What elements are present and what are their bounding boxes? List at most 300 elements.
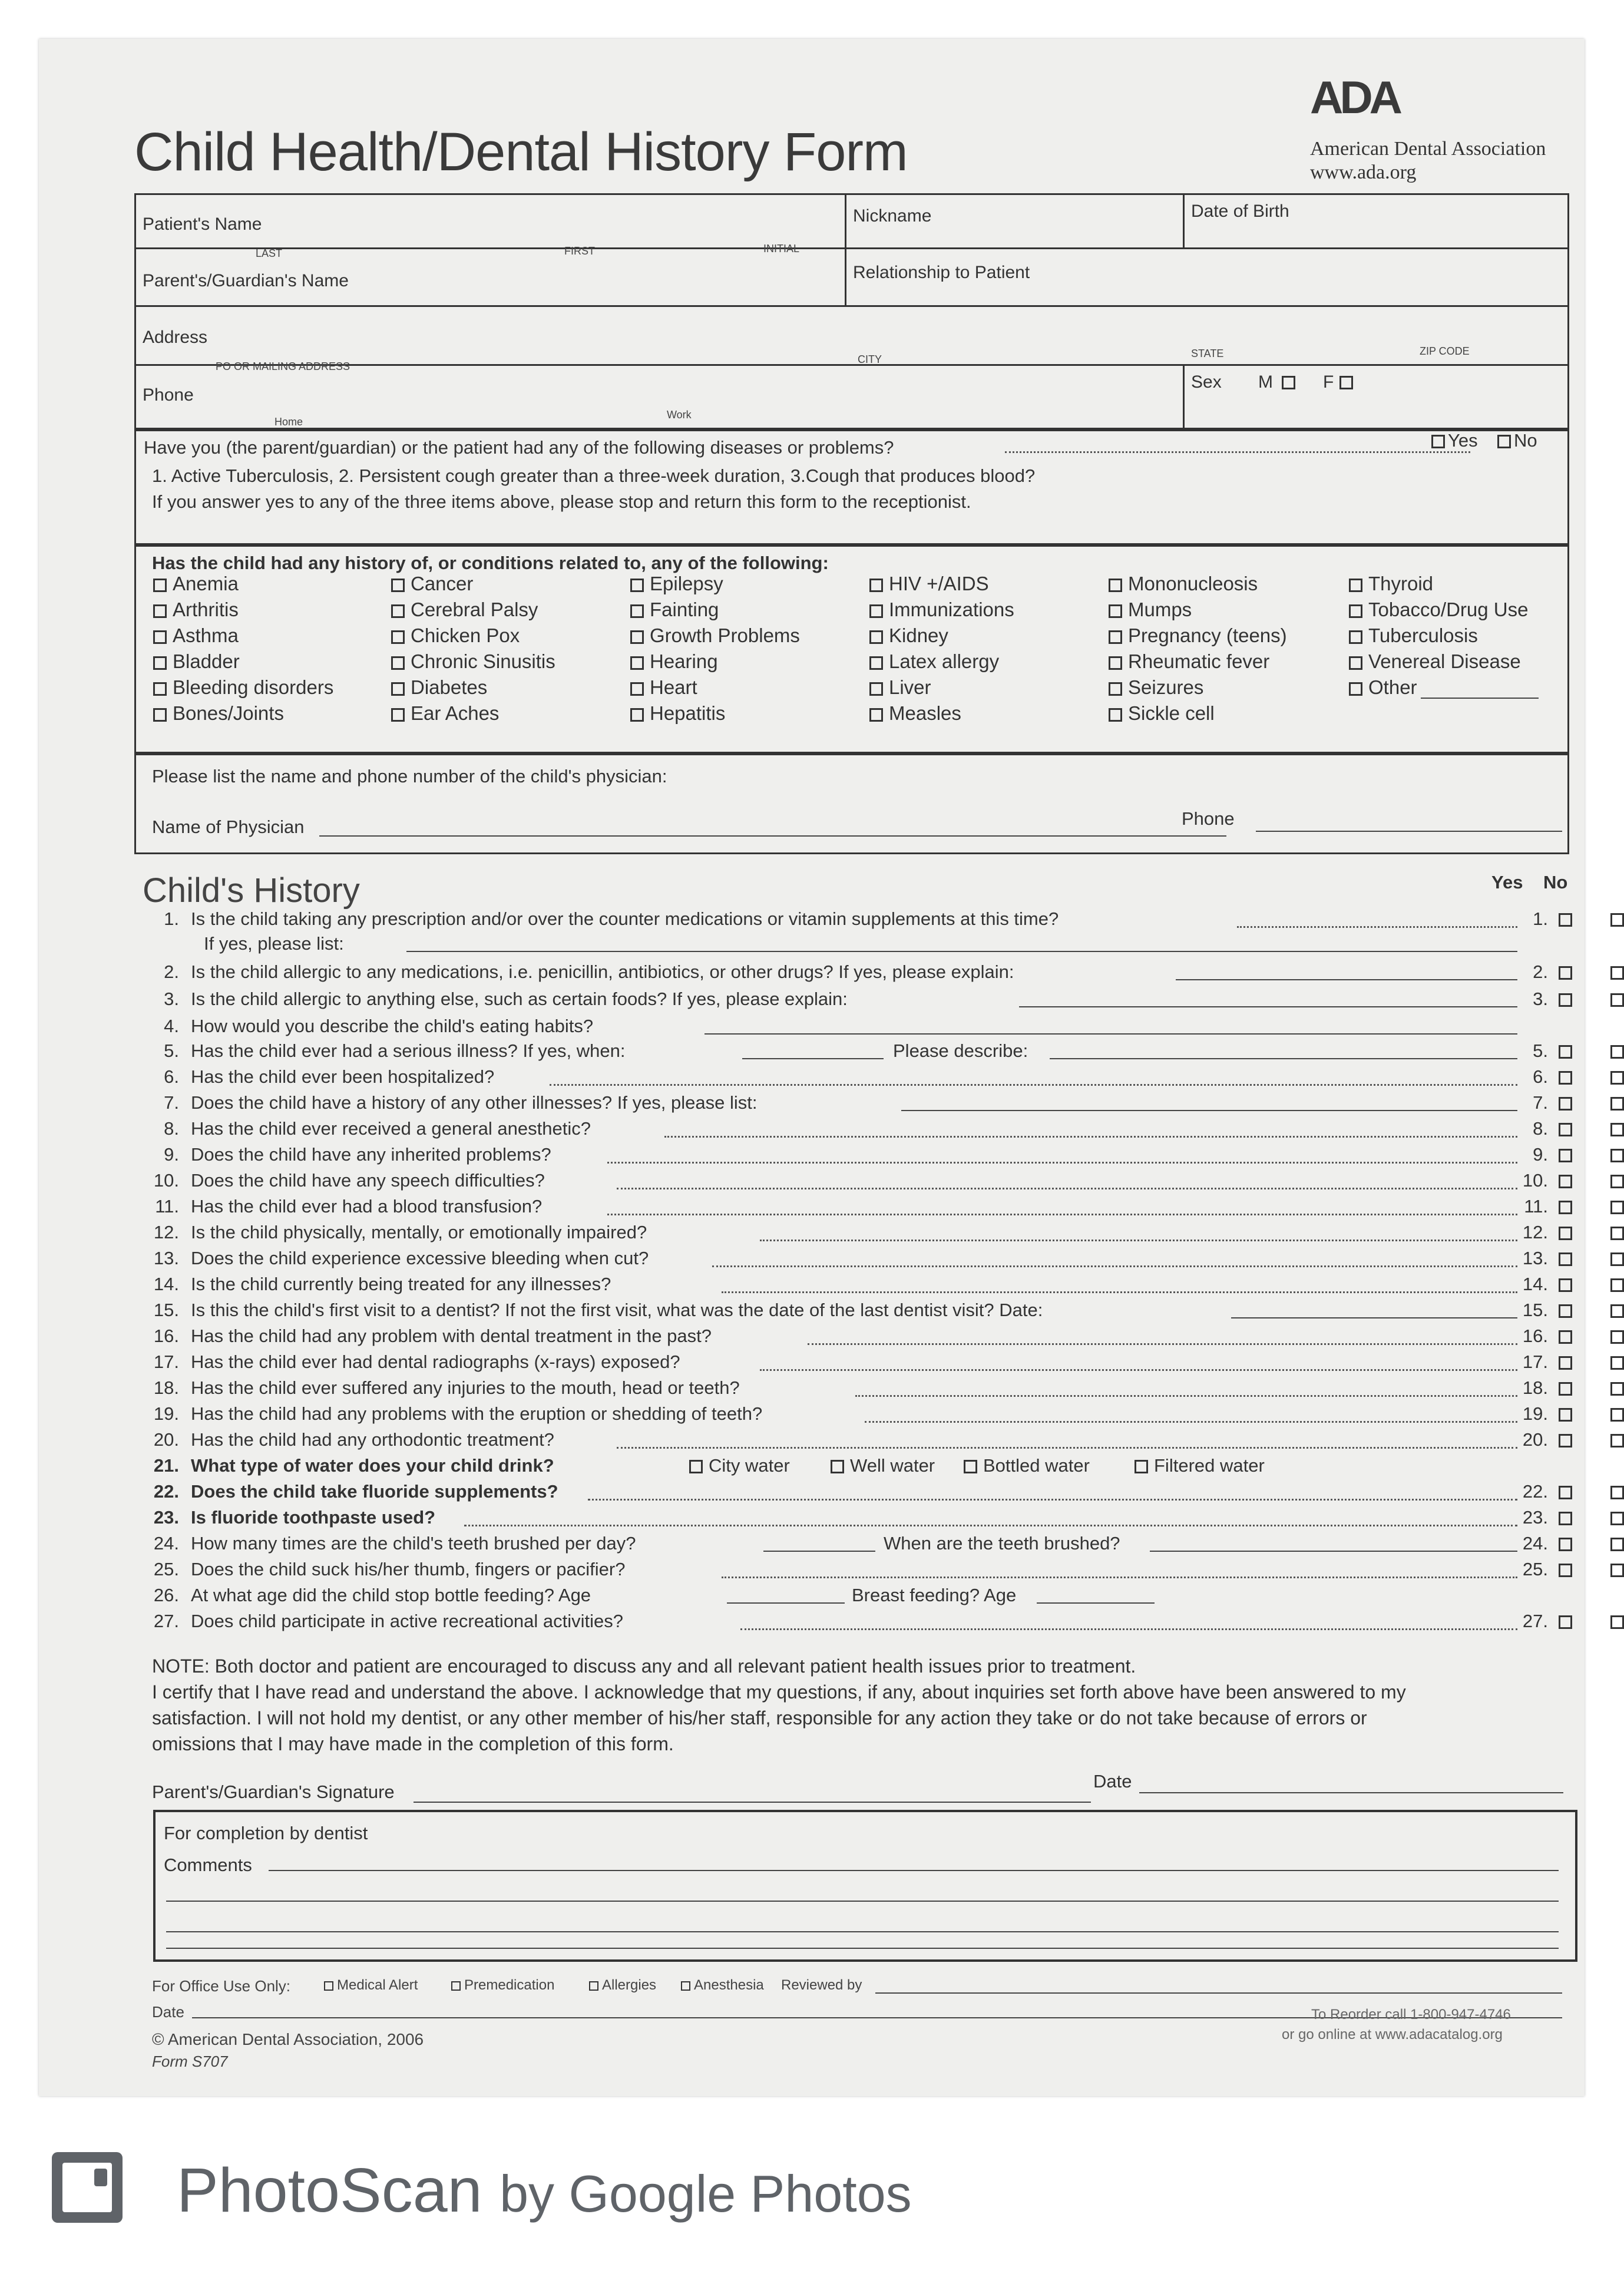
question-row bbox=[147, 1585, 1561, 1608]
question-number: 20. bbox=[1522, 1429, 1548, 1450]
condition-checkbox[interactable] bbox=[869, 579, 883, 592]
tb-instruction: If you answer yes to any of the three items above, please stop and return this form to the receptionist. bbox=[152, 491, 971, 512]
no-checkbox[interactable] bbox=[1610, 1201, 1624, 1214]
question-number: 3. bbox=[164, 989, 179, 1009]
sex-f-checkbox[interactable] bbox=[1339, 376, 1353, 389]
phone-label: Phone bbox=[143, 385, 194, 405]
zip-sublabel: ZIP CODE bbox=[1420, 345, 1470, 357]
no-checkbox[interactable] bbox=[1610, 1097, 1624, 1111]
question-text: Is this the child's first visit to a dentist? If not the first visit, what was the date of the last dentist visit? Date: bbox=[191, 1300, 1043, 1320]
history-no-header: No bbox=[1543, 872, 1568, 893]
question-text: Does the child take fluoride supplements? bbox=[191, 1481, 558, 1502]
condition-checkbox[interactable] bbox=[630, 656, 644, 670]
water-option[interactable] bbox=[964, 1455, 1090, 1476]
water-option[interactable] bbox=[1135, 1455, 1265, 1476]
no-checkbox[interactable] bbox=[1610, 913, 1624, 927]
yes-checkbox[interactable] bbox=[1559, 1278, 1572, 1292]
question-number: 20. bbox=[153, 1429, 179, 1450]
question-number: 27. bbox=[153, 1611, 179, 1631]
office-option[interactable] bbox=[451, 1977, 554, 1994]
no-checkbox[interactable] bbox=[1610, 993, 1624, 1007]
condition-checkbox[interactable] bbox=[153, 579, 167, 592]
brush-when-field[interactable] bbox=[1150, 1551, 1517, 1552]
no-checkbox[interactable] bbox=[1610, 1071, 1624, 1085]
illness-describe-field[interactable] bbox=[1050, 1058, 1517, 1059]
question-text: At what age did the child stop bottle feeding? Age bbox=[191, 1585, 591, 1605]
answer-field[interactable] bbox=[704, 1033, 1517, 1035]
condition-item[interactable] bbox=[391, 702, 499, 725]
tb-no-label: No bbox=[1514, 430, 1537, 451]
brush-times-field[interactable] bbox=[763, 1551, 875, 1552]
question-row bbox=[147, 1040, 1561, 1064]
no-checkbox[interactable] bbox=[1610, 1486, 1624, 1499]
signature-label: Parent's/Guardian's Signature bbox=[152, 1782, 395, 1802]
condition-item[interactable] bbox=[1349, 624, 1478, 647]
condition-label: Sickle cell bbox=[1128, 702, 1215, 724]
question-text: What type of water does your child drink? bbox=[191, 1455, 554, 1476]
form-title: Child Health/Dental History Form bbox=[134, 122, 908, 182]
condition-item[interactable] bbox=[153, 676, 333, 699]
question-number: 7. bbox=[164, 1092, 179, 1113]
yes-checkbox[interactable] bbox=[1559, 1071, 1572, 1085]
question-row bbox=[147, 1481, 1561, 1505]
condition-item[interactable] bbox=[869, 650, 999, 673]
yes-checkbox[interactable] bbox=[1559, 1382, 1572, 1396]
condition-item[interactable] bbox=[153, 624, 239, 647]
comments-line-1[interactable] bbox=[269, 1870, 1559, 1871]
answer-field[interactable] bbox=[406, 951, 1517, 952]
conditions-heading: Has the child had any history of, or conditions related to, any of the following: bbox=[152, 553, 829, 573]
no-checkbox[interactable] bbox=[1610, 1512, 1624, 1525]
question-number: 12. bbox=[153, 1222, 179, 1242]
condition-item[interactable] bbox=[391, 624, 520, 647]
breast-age-field[interactable] bbox=[1037, 1602, 1155, 1604]
comments-line-2[interactable] bbox=[166, 1901, 1559, 1902]
condition-item[interactable] bbox=[630, 702, 725, 725]
initial-sublabel: INITIAL bbox=[763, 243, 800, 255]
question-number: 17. bbox=[1522, 1351, 1548, 1372]
condition-checkbox[interactable] bbox=[1349, 630, 1362, 644]
condition-label: Bones/Joints bbox=[173, 702, 284, 724]
condition-item[interactable] bbox=[630, 650, 718, 673]
condition-item[interactable] bbox=[1109, 599, 1192, 621]
water-checkbox[interactable] bbox=[831, 1460, 844, 1473]
yes-checkbox[interactable] bbox=[1559, 913, 1572, 927]
last-name-sublabel: LAST bbox=[256, 247, 283, 259]
bottle-age-field[interactable] bbox=[727, 1602, 845, 1604]
sex-f-label: F bbox=[1323, 372, 1334, 392]
yes-checkbox[interactable] bbox=[1559, 1045, 1572, 1059]
condition-label: Chicken Pox bbox=[411, 624, 520, 646]
question-text: Is fluoride toothpaste used? bbox=[191, 1507, 436, 1528]
water-option[interactable] bbox=[831, 1455, 935, 1476]
yes-checkbox[interactable] bbox=[1559, 1408, 1572, 1422]
tb-no-checkbox[interactable] bbox=[1497, 435, 1511, 448]
sex-label: Sex bbox=[1191, 372, 1222, 392]
question-row bbox=[147, 1300, 1561, 1323]
tb-yes-checkbox[interactable] bbox=[1431, 435, 1445, 448]
yes-checkbox[interactable] bbox=[1559, 1512, 1572, 1525]
condition-checkbox[interactable] bbox=[1349, 604, 1362, 618]
question-row bbox=[147, 908, 1561, 932]
no-checkbox[interactable] bbox=[1610, 1434, 1624, 1448]
condition-item[interactable] bbox=[869, 599, 1014, 621]
yes-checkbox[interactable] bbox=[1559, 1227, 1572, 1240]
question-row bbox=[147, 1326, 1561, 1349]
first-name-sublabel: FIRST bbox=[564, 245, 595, 257]
yes-checkbox[interactable] bbox=[1559, 1356, 1572, 1370]
question-row bbox=[147, 1016, 1561, 1039]
condition-checkbox[interactable] bbox=[1109, 682, 1122, 696]
question-row bbox=[147, 989, 1561, 1012]
condition-item[interactable] bbox=[153, 650, 240, 673]
condition-checkbox[interactable] bbox=[630, 708, 644, 722]
office-checkbox[interactable] bbox=[589, 1981, 598, 1991]
condition-item[interactable] bbox=[630, 573, 723, 595]
photoscan-watermark bbox=[177, 2155, 912, 2226]
question-row bbox=[147, 961, 1561, 985]
condition-label: Tuberculosis bbox=[1368, 624, 1478, 646]
condition-label: Rheumatic fever bbox=[1128, 650, 1270, 672]
question-text: Has the child ever been hospitalized? bbox=[191, 1066, 495, 1087]
water-option-label: Bottled water bbox=[983, 1455, 1090, 1476]
question-number: 6. bbox=[164, 1066, 179, 1087]
question-number: 23. bbox=[1522, 1507, 1548, 1528]
condition-checkbox[interactable] bbox=[153, 682, 167, 696]
no-checkbox[interactable] bbox=[1610, 1227, 1624, 1240]
sex-m-label: M bbox=[1258, 372, 1273, 392]
condition-item[interactable] bbox=[391, 599, 538, 621]
yes-checkbox[interactable] bbox=[1559, 1149, 1572, 1162]
yes-checkbox[interactable] bbox=[1559, 1097, 1572, 1111]
condition-item[interactable] bbox=[1349, 650, 1521, 673]
question-text: How many times are the child's teeth brushed per day? bbox=[191, 1533, 636, 1554]
office-checkbox[interactable] bbox=[324, 1981, 333, 1991]
question-text: Does the child experience excessive bleeding when cut? bbox=[191, 1248, 649, 1268]
question-number: 22. bbox=[1522, 1481, 1548, 1502]
question-text: Is the child allergic to anything else, such as certain foods? If yes, please explain: bbox=[191, 989, 848, 1009]
yes-checkbox[interactable] bbox=[1559, 1538, 1572, 1551]
condition-item[interactable] bbox=[630, 624, 800, 647]
signature-date-field[interactable] bbox=[1139, 1792, 1563, 1793]
condition-item[interactable] bbox=[630, 676, 697, 699]
condition-checkbox[interactable] bbox=[869, 682, 883, 696]
office-option[interactable] bbox=[589, 1977, 656, 1994]
question-number: 15. bbox=[1522, 1300, 1548, 1320]
condition-label: Cancer bbox=[411, 573, 474, 594]
condition-label: Immunizations bbox=[889, 599, 1014, 620]
condition-label: Anemia bbox=[173, 573, 239, 594]
condition-checkbox[interactable] bbox=[153, 604, 167, 618]
condition-label: Other bbox=[1368, 676, 1417, 698]
condition-item[interactable] bbox=[1109, 624, 1287, 647]
condition-item[interactable] bbox=[869, 702, 961, 725]
condition-checkbox[interactable] bbox=[630, 630, 644, 644]
condition-item[interactable] bbox=[1349, 573, 1433, 595]
question-number: 10. bbox=[1522, 1170, 1548, 1191]
condition-checkbox[interactable] bbox=[869, 708, 883, 722]
illness-when-field[interactable] bbox=[742, 1058, 884, 1059]
question-number: 11. bbox=[1524, 1196, 1548, 1217]
condition-label: Growth Problems bbox=[650, 624, 800, 646]
signature-date-label: Date bbox=[1093, 1771, 1132, 1792]
question-number: 5. bbox=[164, 1040, 179, 1061]
answer-field[interactable] bbox=[1176, 979, 1517, 980]
question-row bbox=[147, 933, 1561, 957]
office-option-label: Anesthesia bbox=[694, 1977, 764, 1993]
history-yes-header: Yes bbox=[1491, 872, 1523, 893]
tb-items: 1. Active Tuberculosis, 2. Persistent cough greater than a three-week duration, 3.Cough that produces blood? bbox=[152, 465, 1036, 486]
condition-item[interactable] bbox=[630, 599, 719, 621]
question-text: Has the child ever received a general anesthetic? bbox=[191, 1118, 591, 1139]
yes-checkbox[interactable] bbox=[1559, 1304, 1572, 1318]
no-checkbox[interactable] bbox=[1610, 1045, 1624, 1059]
no-checkbox[interactable] bbox=[1610, 1538, 1624, 1551]
signature-field[interactable] bbox=[414, 1802, 1091, 1803]
question-text: Has the child ever had a blood transfusion? bbox=[191, 1196, 543, 1217]
question-row bbox=[147, 1559, 1561, 1582]
yes-checkbox[interactable] bbox=[1559, 1330, 1572, 1344]
water-checkbox[interactable] bbox=[964, 1460, 977, 1473]
condition-label: Venereal Disease bbox=[1368, 650, 1521, 672]
office-option[interactable] bbox=[324, 1977, 418, 1994]
condition-label: Ear Aches bbox=[411, 702, 500, 724]
question-number: 2. bbox=[1533, 961, 1548, 982]
answer-field[interactable] bbox=[901, 1110, 1517, 1111]
condition-label: Measles bbox=[889, 702, 961, 724]
question-row bbox=[147, 1351, 1561, 1375]
question-text: Has the child ever had dental radiographs (x-rays) exposed? bbox=[191, 1351, 680, 1372]
no-checkbox[interactable] bbox=[1610, 1175, 1624, 1188]
condition-label: Seizures bbox=[1128, 676, 1204, 698]
address-label: Address bbox=[143, 328, 208, 347]
question-text: Please describe: bbox=[893, 1040, 1028, 1061]
question-text: How would you describe the child's eating habits? bbox=[191, 1016, 594, 1036]
question-number: 16. bbox=[1522, 1326, 1548, 1346]
question-text: Has the child had any problems with the eruption or shedding of teeth? bbox=[191, 1403, 763, 1424]
physician-phone-label: Phone bbox=[1182, 808, 1235, 829]
question-number: 24. bbox=[153, 1533, 179, 1554]
condition-item[interactable] bbox=[1109, 650, 1269, 673]
condition-item[interactable] bbox=[153, 599, 239, 621]
tb-question: Have you (the parent/guardian) or the patient had any of the following diseases or problems? bbox=[144, 437, 894, 458]
question-number: 4. bbox=[164, 1016, 179, 1036]
sex-m-checkbox[interactable] bbox=[1282, 376, 1295, 389]
question-number: 21. bbox=[153, 1455, 179, 1476]
question-row bbox=[147, 1455, 1561, 1479]
org-name: American Dental Association bbox=[1310, 138, 1546, 160]
condition-checkbox[interactable] bbox=[391, 579, 405, 592]
comments-line-4[interactable] bbox=[166, 1948, 1559, 1949]
condition-item[interactable] bbox=[869, 676, 931, 699]
condition-checkbox[interactable] bbox=[391, 604, 405, 618]
home-sublabel: Home bbox=[274, 416, 303, 428]
condition-label: HIV +/AIDS bbox=[889, 573, 989, 594]
question-row bbox=[147, 1066, 1561, 1090]
water-checkbox[interactable] bbox=[1135, 1460, 1148, 1473]
condition-checkbox[interactable] bbox=[1109, 579, 1122, 592]
reviewed-by-field[interactable] bbox=[875, 1992, 1562, 1994]
question-text: Does the child suck his/her thumb, fingers or pacifier? bbox=[191, 1559, 626, 1579]
office-option[interactable] bbox=[681, 1977, 764, 1994]
no-checkbox[interactable] bbox=[1610, 966, 1624, 980]
no-checkbox[interactable] bbox=[1610, 1408, 1624, 1422]
question-number: 5. bbox=[1533, 1040, 1548, 1061]
condition-label: Fainting bbox=[650, 599, 719, 620]
condition-label: Cerebral Palsy bbox=[411, 599, 538, 620]
no-checkbox[interactable] bbox=[1610, 1382, 1624, 1396]
no-checkbox[interactable] bbox=[1610, 1123, 1624, 1136]
condition-label: Mumps bbox=[1128, 599, 1192, 620]
condition-checkbox[interactable] bbox=[869, 604, 883, 618]
condition-checkbox[interactable] bbox=[630, 604, 644, 618]
yes-checkbox[interactable] bbox=[1559, 966, 1572, 980]
question-number: 18. bbox=[153, 1377, 179, 1398]
condition-checkbox[interactable] bbox=[153, 708, 167, 722]
condition-item[interactable] bbox=[391, 573, 473, 595]
form-number: Form S707 bbox=[152, 2053, 228, 2070]
condition-label: Tobacco/Drug Use bbox=[1368, 599, 1529, 620]
condition-checkbox[interactable] bbox=[391, 630, 405, 644]
question-number: 19. bbox=[1522, 1403, 1548, 1424]
condition-checkbox[interactable] bbox=[391, 708, 405, 722]
yes-checkbox[interactable] bbox=[1559, 1123, 1572, 1136]
patient-name-label: Patient's Name bbox=[143, 214, 262, 234]
office-checkbox[interactable] bbox=[681, 1981, 690, 1991]
question-number: 8. bbox=[164, 1118, 179, 1139]
question-number: 18. bbox=[1522, 1377, 1548, 1398]
condition-checkbox[interactable] bbox=[630, 682, 644, 696]
dob-label: Date of Birth bbox=[1191, 201, 1289, 221]
condition-checkbox[interactable] bbox=[1109, 656, 1122, 670]
note-line-1: NOTE: Both doctor and patient are encouraged to discuss any and all relevant patient health issues prior to treatment. bbox=[152, 1655, 1136, 1677]
answer-field[interactable] bbox=[1019, 1006, 1517, 1007]
condition-checkbox[interactable] bbox=[1109, 630, 1122, 644]
question-text: Does child participate in active recreational activities? bbox=[191, 1611, 624, 1631]
yes-checkbox[interactable] bbox=[1559, 1486, 1572, 1499]
physician-name-field[interactable] bbox=[319, 835, 1226, 837]
condition-item[interactable] bbox=[1109, 702, 1215, 725]
condition-item[interactable] bbox=[1109, 573, 1258, 595]
question-number: 8. bbox=[1533, 1118, 1548, 1139]
condition-checkbox[interactable] bbox=[1109, 708, 1122, 722]
question-row bbox=[147, 1144, 1561, 1168]
physician-prompt: Please list the name and phone number of the child's physician: bbox=[152, 766, 667, 786]
no-checkbox[interactable] bbox=[1610, 1564, 1624, 1577]
condition-item[interactable] bbox=[869, 573, 989, 595]
question-text: If yes, please list: bbox=[204, 933, 344, 954]
condition-checkbox[interactable] bbox=[153, 656, 167, 670]
no-checkbox[interactable] bbox=[1610, 1615, 1624, 1629]
condition-checkbox[interactable] bbox=[869, 656, 883, 670]
question-number: 14. bbox=[1522, 1274, 1548, 1294]
question-number: 9. bbox=[164, 1144, 179, 1165]
condition-label: Heart bbox=[650, 676, 697, 698]
question-text: Has the child ever had a serious illness? If yes, when: bbox=[191, 1040, 626, 1061]
org-website: www.ada.org bbox=[1310, 161, 1417, 183]
question-row bbox=[147, 1403, 1561, 1427]
water-option[interactable] bbox=[689, 1455, 790, 1476]
question-number: 15. bbox=[153, 1300, 179, 1320]
condition-item[interactable] bbox=[153, 573, 239, 595]
question-number: 16. bbox=[153, 1326, 179, 1346]
yes-checkbox[interactable] bbox=[1559, 1175, 1572, 1188]
question-text: When are the teeth brushed? bbox=[884, 1533, 1120, 1554]
yes-checkbox[interactable] bbox=[1559, 993, 1572, 1007]
yes-checkbox[interactable] bbox=[1559, 1252, 1572, 1266]
question-row bbox=[147, 1196, 1561, 1220]
physician-name-label: Name of Physician bbox=[152, 817, 305, 837]
condition-item[interactable] bbox=[1349, 599, 1528, 621]
yes-checkbox[interactable] bbox=[1559, 1201, 1572, 1214]
condition-checkbox[interactable] bbox=[1109, 604, 1122, 618]
condition-label: Epilepsy bbox=[650, 573, 723, 594]
condition-checkbox[interactable] bbox=[153, 630, 167, 644]
comments-line-3[interactable] bbox=[166, 1931, 1559, 1932]
no-checkbox[interactable] bbox=[1610, 1149, 1624, 1162]
condition-checkbox[interactable] bbox=[1349, 682, 1362, 696]
question-row bbox=[147, 1248, 1561, 1271]
question-number: 25. bbox=[153, 1559, 179, 1579]
condition-checkbox[interactable] bbox=[630, 579, 644, 592]
office-option[interactable] bbox=[781, 1977, 862, 1994]
question-number: 11. bbox=[155, 1196, 179, 1217]
note-line-3: satisfaction. I will not hold my dentist, or any other member of his/her staff, responsible for any action they take or do not take because of errors or bbox=[152, 1707, 1367, 1729]
question-number: 22. bbox=[153, 1481, 179, 1502]
question-number: 13. bbox=[1522, 1248, 1548, 1268]
answer-field[interactable] bbox=[1231, 1317, 1517, 1318]
condition-checkbox[interactable] bbox=[1349, 656, 1362, 670]
question-number: 7. bbox=[1533, 1092, 1548, 1113]
condition-label: Hepatitis bbox=[650, 702, 726, 724]
question-row bbox=[147, 1533, 1561, 1556]
condition-item[interactable] bbox=[391, 650, 555, 673]
yes-checkbox[interactable] bbox=[1559, 1615, 1572, 1629]
condition-item[interactable] bbox=[391, 676, 487, 699]
question-number: 9. bbox=[1533, 1144, 1548, 1165]
water-checkbox[interactable] bbox=[689, 1460, 703, 1473]
no-checkbox[interactable] bbox=[1610, 1330, 1624, 1344]
condition-label: Mononucleosis bbox=[1128, 573, 1258, 594]
condition-label: Bleeding disorders bbox=[173, 676, 334, 698]
condition-checkbox[interactable] bbox=[391, 656, 405, 670]
no-checkbox[interactable] bbox=[1610, 1304, 1624, 1318]
condition-checkbox[interactable] bbox=[391, 682, 405, 696]
yes-checkbox[interactable] bbox=[1559, 1434, 1572, 1448]
no-checkbox[interactable] bbox=[1610, 1252, 1624, 1266]
condition-checkbox[interactable] bbox=[1349, 579, 1362, 592]
condition-item[interactable] bbox=[1109, 676, 1203, 699]
question-number: 13. bbox=[153, 1248, 179, 1268]
yes-checkbox[interactable] bbox=[1559, 1564, 1572, 1577]
condition-item[interactable] bbox=[869, 624, 948, 647]
guardian-name-label: Parent's/Guardian's Name bbox=[143, 271, 349, 290]
reorder-web: or go online at www.adacatalog.org bbox=[1282, 2027, 1503, 2043]
condition-label: Liver bbox=[889, 676, 931, 698]
office-checkbox[interactable] bbox=[451, 1981, 461, 1991]
question-text: Is the child physically, mentally, or emotionally impaired? bbox=[191, 1222, 647, 1242]
physician-phone-field[interactable] bbox=[1256, 831, 1562, 832]
condition-item[interactable] bbox=[1349, 676, 1539, 699]
other-field[interactable] bbox=[1421, 683, 1539, 699]
condition-item[interactable] bbox=[153, 702, 284, 725]
question-row bbox=[147, 1222, 1561, 1245]
question-row bbox=[147, 1170, 1561, 1194]
no-checkbox[interactable] bbox=[1610, 1278, 1624, 1292]
question-text: Does the child have a history of any other illnesses? If yes, please list: bbox=[191, 1092, 758, 1113]
no-checkbox[interactable] bbox=[1610, 1356, 1624, 1370]
condition-checkbox[interactable] bbox=[869, 630, 883, 644]
